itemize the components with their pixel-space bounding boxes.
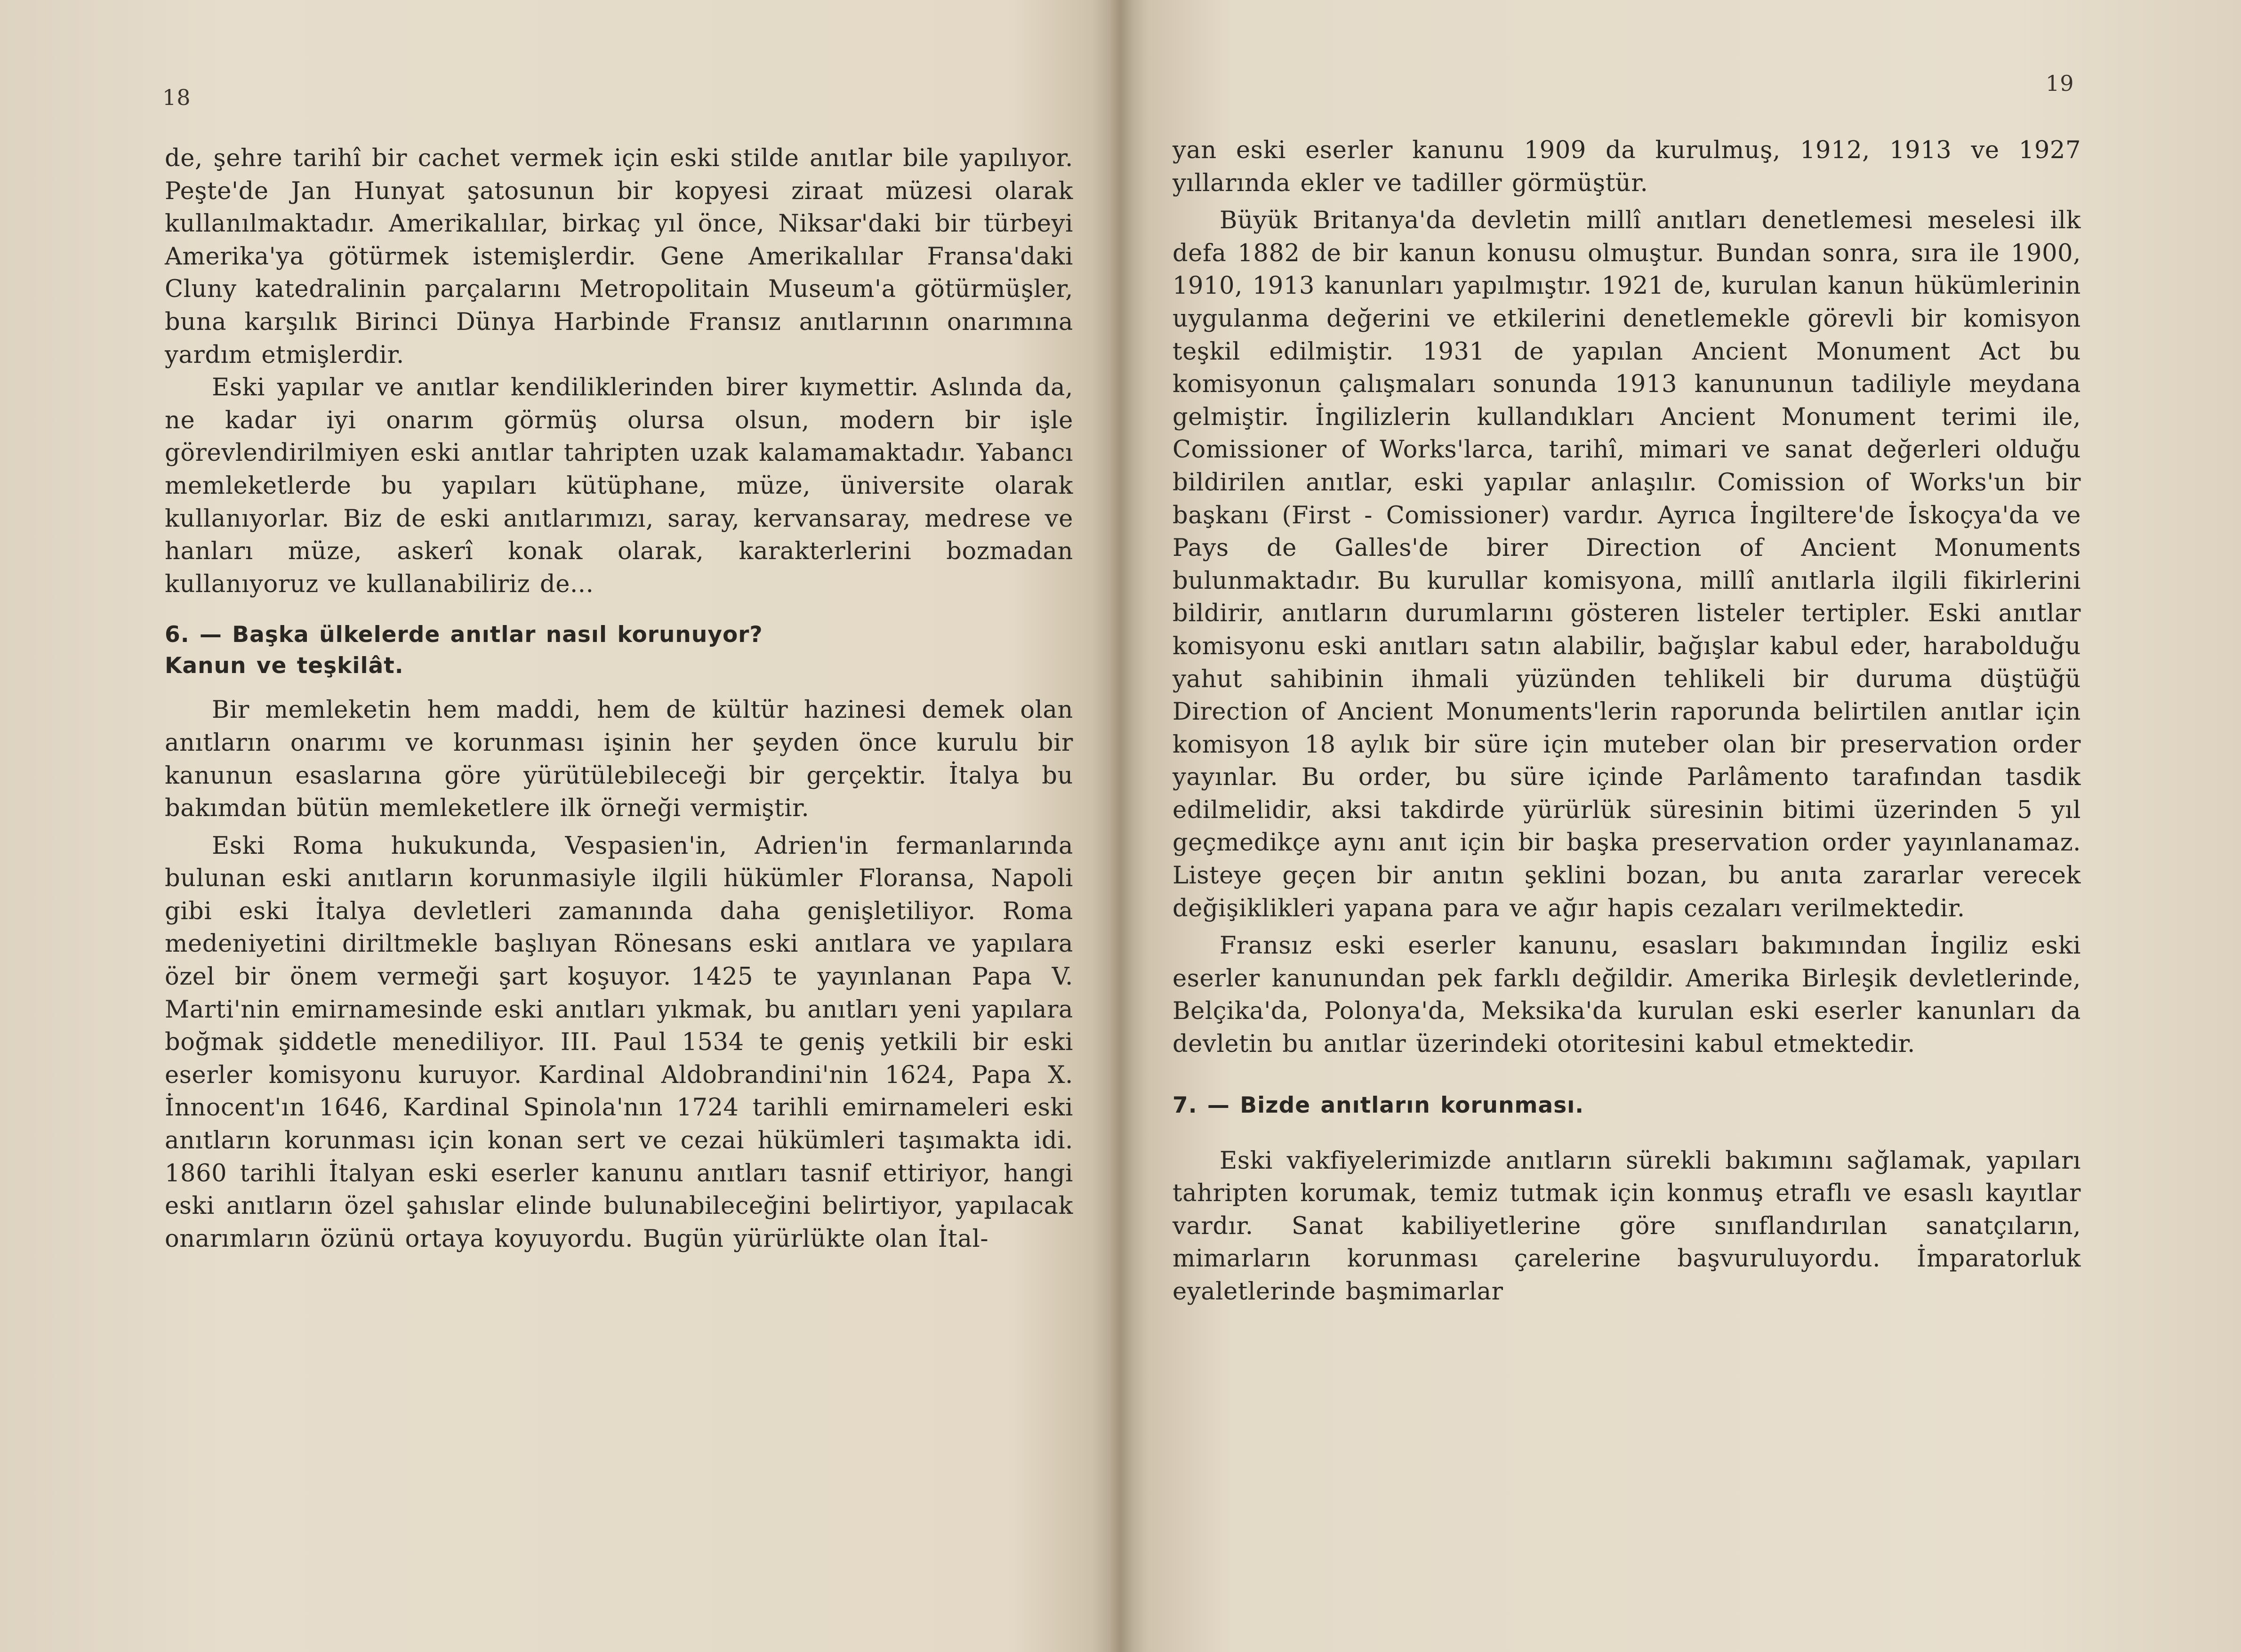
paragraph: Eski yapılar ve anıtlar kendiliklerinden birer kıymettir. Aslında da, ne kadar iyi onarım görmüş olursa olsun, modern bir işle görevlendirilmiyen eski anıtlar tahripten uzak kalamamaktadır. Yabancı memleketlerde bu yapıları kütüphane, müze, üniversite olarak kullanıyorlar. Biz de eski anıtlarımızı, saray, kervansaray, medrese ve hanları müze, askerî konak olarak, karakterlerini bozmadan kullanıyoruz ve kullanabiliriz de...	[165, 374, 1073, 598]
paragraph: Eski Roma hukukunda, Vespasien'in, Adrien'in fermanlarında bulunan eski anıtların korunmasiyle ilgili hükümler Floransa, Napoli gibi eski İtalya devletleri zamanında daha genişletiliyor. Roma medeniyetini diriltmekle başlıyan Rönesans eski anıtlara ve yapılara özel bir önem vermeği şart koşuyor. 1425 te yayınlanan Papa V. Marti'nin emirnamesinde eski anıtları yıkmak, bu anıtları yeni yapılara boğmak şiddetle menediliyor. III. Paul 1534 te geniş yetkili bir eski eserler komisyonu kuruyor. Kardinal Aldobrandini'nin 1624, Papa X. İnnocent'ın 1646, Kardinal Spinola'nın 1724 tarihli emirnameleri eski anıtların korunması için konan sert ve cezai hükümleri taşımakta idi. 1860 tarihli İtalyan eski eserler kanunu anıtları tasnif ettiriyor, hangi eski anıtların özel şahıslar elinde bulunabileceğini belirtiyor, yapılacak onarımların özünü ortaya koyuyordu. Bugün yürürlükte olan İtal-	[165, 832, 1073, 1253]
right-page-text	[1173, 134, 2081, 1308]
left-page	[0, 0, 1120, 1652]
left-page-text	[165, 142, 1073, 1255]
section-heading-7	[1173, 1090, 2081, 1121]
right-page	[1121, 0, 2241, 1652]
section-heading-line: Kanun ve teşkilât.	[165, 653, 404, 679]
paragraph: Eski vakfiyelerimizde anıtların sürekli bakımını sağlamak, yapıları tahripten korumak, temiz tutmak için konmuş etraflı ve esaslı kayıtlar vardır. Sanat kabiliyetlerine göre sınıflandırılan sanatçıların, mimarların korunması çarelerine başvuruluyordu. İmparatorluk eyaletlerinde başmimarlar	[1173, 1147, 2081, 1306]
paragraph: Bir memleketin hem maddi, hem de kültür hazinesi demek olan anıtların onarımı ve korunması işinin her şeyden önce kurulu bir kanunun esaslarına göre yürütülebileceği bir gerçektir. İtalya bu bakımdan bütün memleketlere ilk örneği vermiştir.	[165, 696, 1073, 823]
section-heading-6	[165, 619, 1073, 682]
paragraph: de, şehre tarihî bir cachet vermek için eski stilde anıtlar bile yapılıyor. Peşte'de Jan Hunyat şatosunun bir kopyesi ziraat müzesi olarak kullanılmaktadır. Amerikalılar, birkaç yıl önce, Niksar'daki bir türbeyi Amerika'ya götürmek istemişlerdir. Gene Amerikalılar Fransa'daki Cluny katedralinin parçalarını Metropolitain Museum'a götürmüşler, buna karşılık Birinci Dünya Harbinde Fransız anıtlarının onarımına yardım etmişlerdir.	[165, 144, 1073, 369]
paragraph: Fransız eski eserler kanunu, esasları bakımından İngiliz eski eserler kanunundan pek farklı değildir. Amerika Birleşik devletlerinde, Belçika'da, Polonya'da, Meksika'da kurulan eski eserler kanunları da devletin bu anıtlar üzerindeki otoritesini kabul etmektedir.	[1173, 932, 2081, 1059]
page-number-left: 18	[162, 85, 191, 110]
section-heading-line: 7. — Bizde anıtların korunması.	[1173, 1092, 1584, 1118]
paragraph: yan eski eserler kanunu 1909 da kurulmuş, 1912, 1913 ve 1927 yıllarında ekler ve tadiller görmüştür.	[1173, 136, 2081, 197]
paragraph: Büyük Britanya'da devletin millî anıtları denetlemesi meselesi ilk defa 1882 de bir kanun konusu olmuştur. Bundan sonra, sıra ile 1900, 1910, 1913 kanunları yapılmıştır. 1921 de, kurulan kanun hükümlerinin uygulanma değerini ve etkilerini denetlemekle görevli bir komisyon teşkil edilmiştir. 1931 de yapılan Ancient Monument Act bu komisyonun çalışmaları sonunda 1913 kanununun tadiliyle meydana gelmiştir. İngilizlerin kullandıkları Ancient Monument terimi ile, Comissioner of Works'larca, tarihî, mimari ve sanat değerleri olduğu bildirilen anıtlar, eski yapılar anlaşılır. Comission of Works'un bir başkanı (First - Comissioner) vardır. Ayrıca İngiltere'de İskoçya'da ve Pays de Galles'de birer Direction of Ancient Monuments bulunmaktadır. Bu kurullar komisyona, millî anıtlarla ilgili fikirlerini bildirir, anıtların durumlarını gösteren listeler tertipler. Eski anıtlar komisyonu eski anıtları satın alabilir, bağışlar kabul eder, harabolduğu yahut sahibinin ihmali yüzünden tehlikeli bir duruma düştüğü Direction of Ancient Monuments'lerin raporunda belirtilen anıtlar için komisyon 18 aylık bir süre için muteber olan bir preservation order yayınlar. Bu order, bu süre içinde Parlâmento tarafından tasdik edilmelidir, aksi takdirde yürürlük süresinin bitimi üzerinden 5 yıl geçmedikçe aynı anıt için bir başka preservation order yayınlanamaz. Listeye geçen bir anıtın şeklini bozan, bu anıta zararlar verecek değişiklikleri yapana para ve ağır hapis cezaları verilmektedir.	[1173, 207, 2081, 922]
page-number-right: 19	[2046, 71, 2074, 96]
section-heading-line: 6. — Başka ülkelerde anıtlar nasıl korunuyor?	[165, 622, 763, 648]
